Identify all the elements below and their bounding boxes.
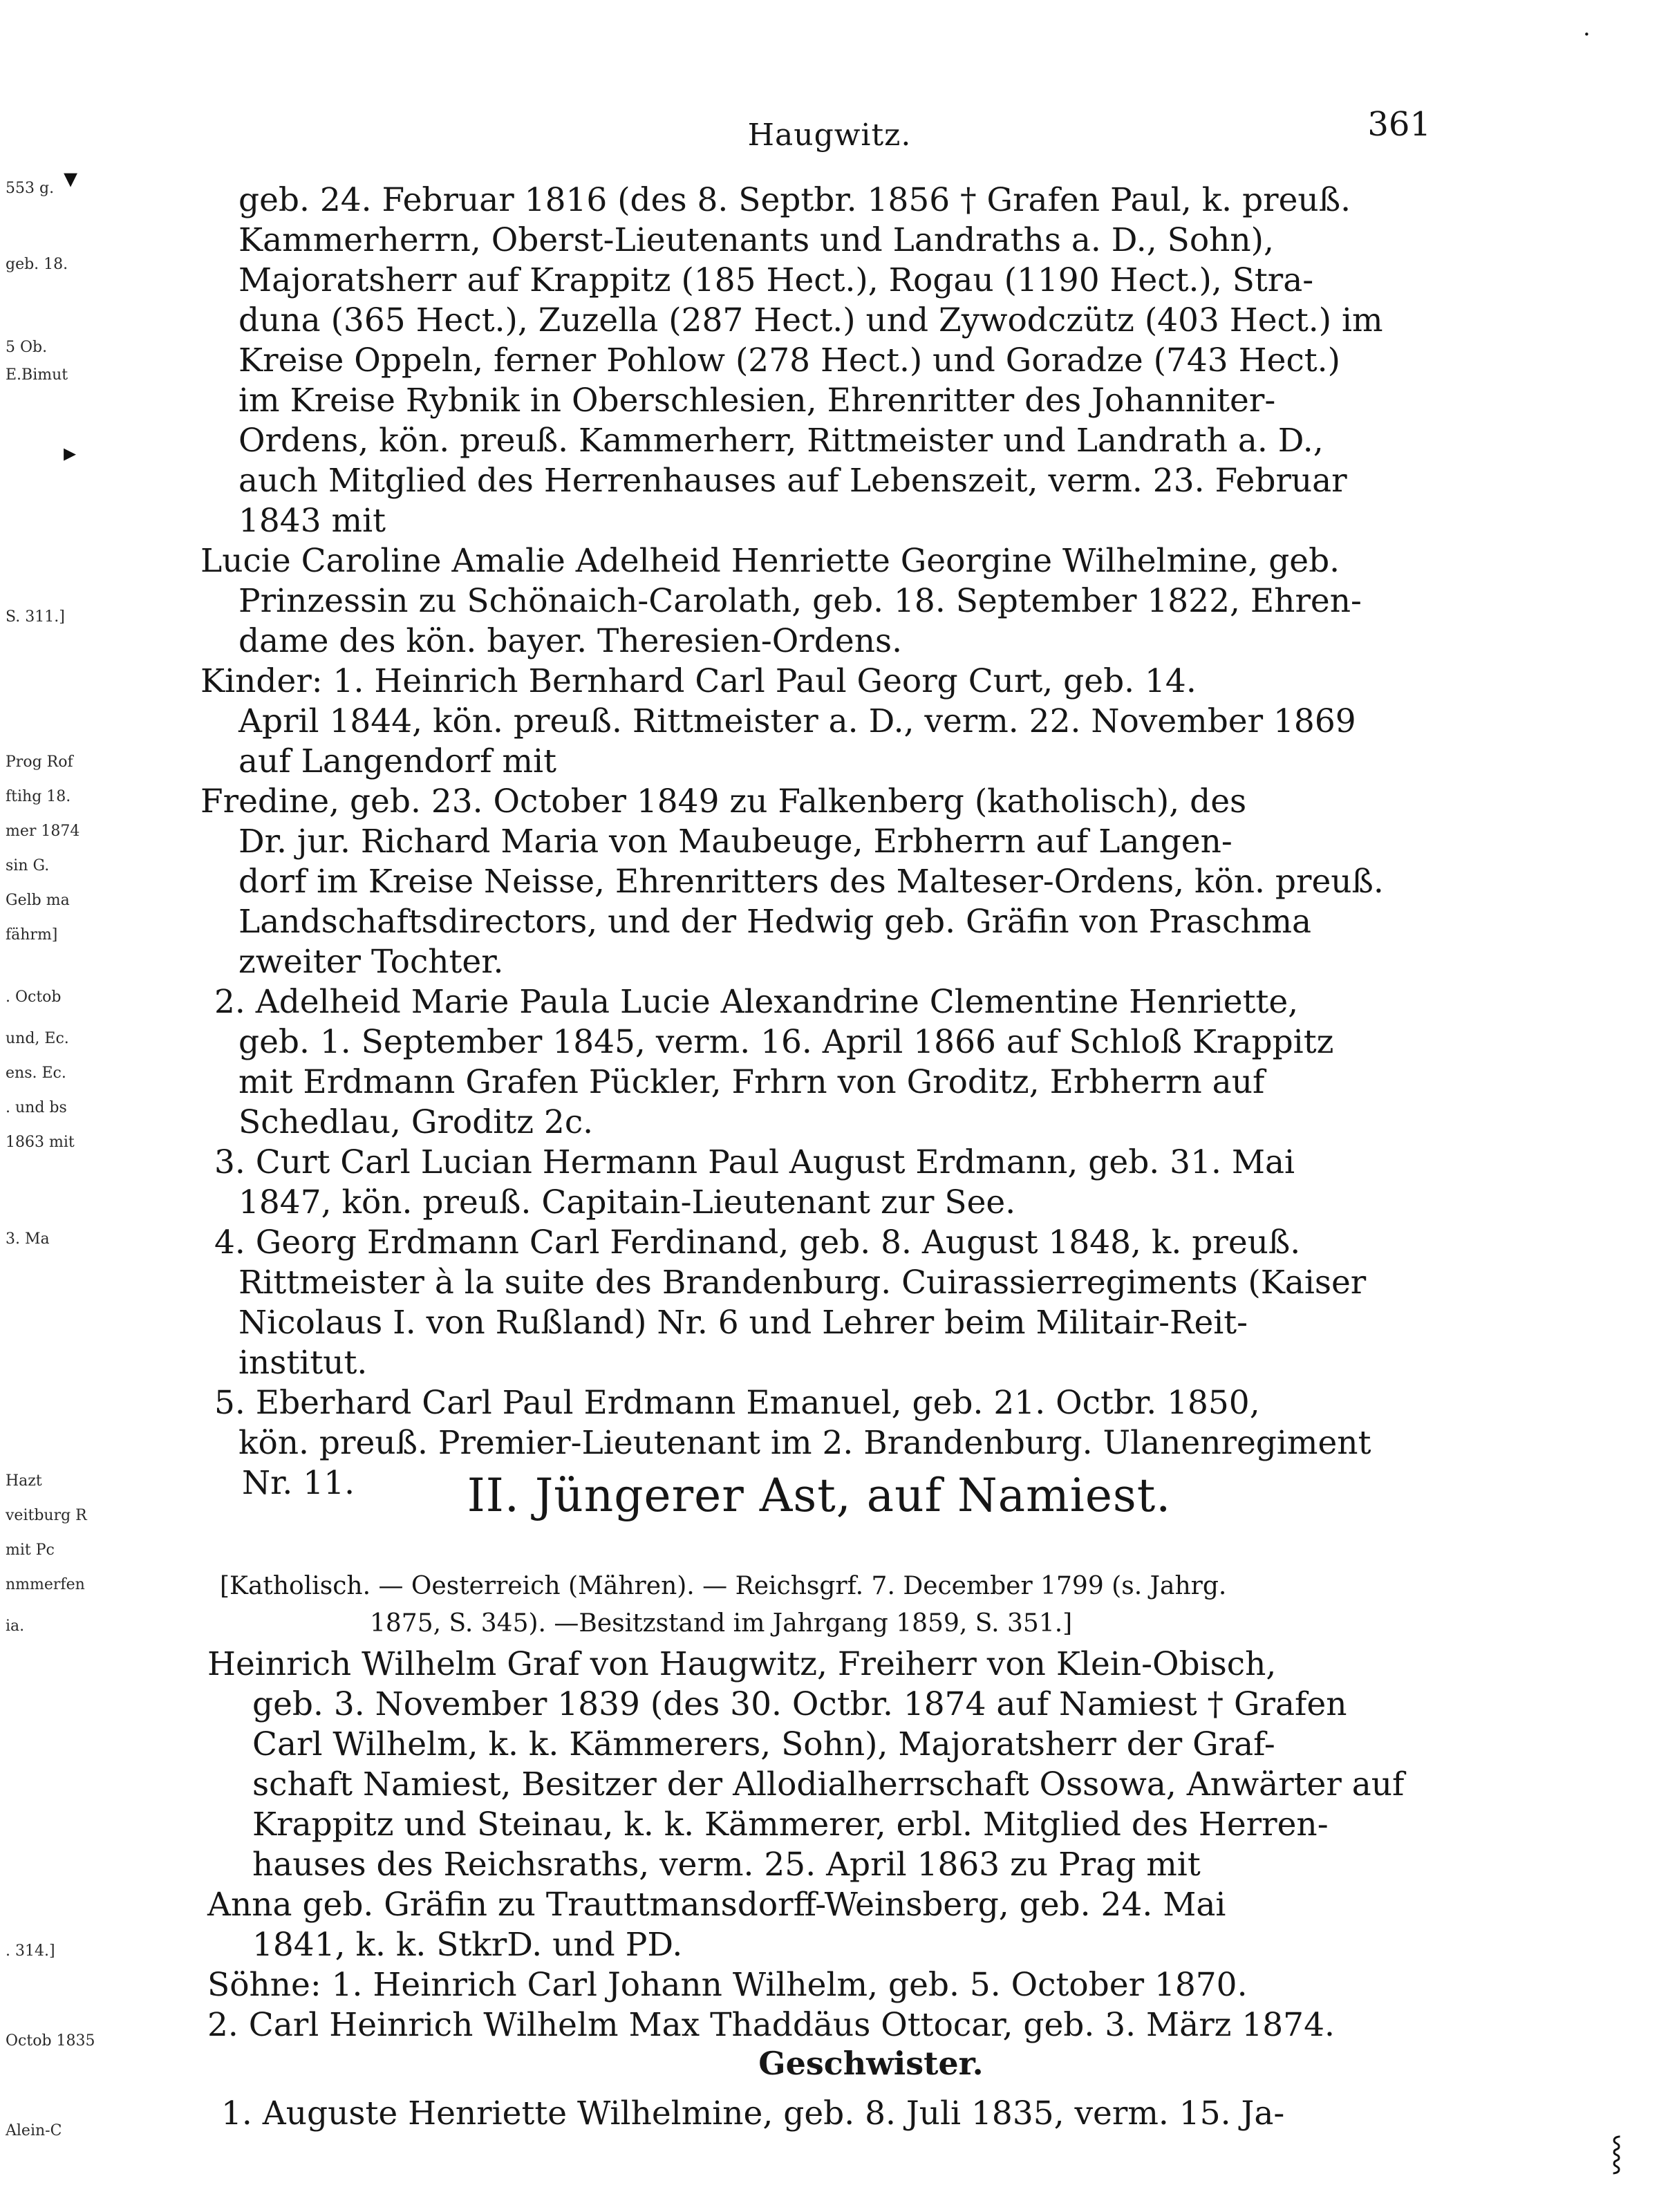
text-line: Nicolaus I. von Rußland) Nr. 6 und Lehrer beim Militair-Reit- (238, 1304, 1248, 1342)
text-line: 2. Adelheid Marie Paula Lucie Alexandrine Clementine Henriette, (214, 983, 1299, 1021)
margin-fragment: 3. Ma (6, 1230, 50, 1248)
margin-fragment: mit Pc (6, 1541, 55, 1559)
text-line: geb. 1. September 1845, verm. 16. April 1866 auf Schloß Krappitz (238, 1023, 1334, 1061)
running-title: Haugwitz. (747, 118, 912, 153)
text-line: Lucie Caroline Amalie Adelheid Henriette Georgine Wilhelmine, geb. (200, 542, 1340, 580)
text-line: 1. Auguste Henriette Wilhelmine, geb. 8. Juli 1835, verm. 15. Ja- (221, 2094, 1285, 2133)
margin-fragment: S. 311.] (6, 608, 65, 626)
margin-fragment: 553 g. (6, 180, 55, 197)
text-line: Majoratsherr auf Krappitz (185 Hect.), Rogau (1190 Hect.), Stra- (238, 261, 1314, 299)
margin-fragment: mer 1874 (6, 823, 80, 840)
text-line: Anna geb. Gräfin zu Trauttmansdorff-Weinsberg, geb. 24. Mai (207, 1886, 1226, 1924)
text-line: auch Mitglied des Herrenhauses auf Lebenszeit, verm. 23. Februar (238, 462, 1347, 500)
margin-fragment: veitburg R (6, 1507, 87, 1524)
margin-fragment: sin G. (6, 857, 50, 874)
text-line: geb. 3. November 1839 (des 30. Octbr. 1874 auf Namiest † Grafen (252, 1685, 1347, 1723)
text-line: Prinzessin zu Schönaich-Carolath, geb. 18. September 1822, Ehren- (238, 582, 1362, 620)
text-line: 5. Eberhard Carl Paul Erdmann Emanuel, geb. 21. Octbr. 1850, (214, 1384, 1260, 1422)
text-line: zweiter Tochter. (238, 943, 504, 981)
margin-fragment: nmmerfen (6, 1576, 85, 1593)
text-line: 1875, S. 345). —Besitzstand im Jahrgang 1859, S. 351.] (370, 1609, 1073, 1638)
text-line: Carl Wilhelm, k. k. Kämmerers, Sohn), Majoratsherr der Graf- (252, 1725, 1275, 1763)
margin-fragment: 1863 mit (6, 1134, 75, 1151)
text-line: Heinrich Wilhelm Graf von Haugwitz, Freiherr von Klein-Obisch, (207, 1645, 1277, 1683)
margin-fragment: Gelb ma (6, 892, 70, 909)
margin-fragment: E.Bimut (6, 366, 68, 384)
text-line: 2. Carl Heinrich Wilhelm Max Thaddäus Ottocar, geb. 3. März 1874. (207, 2006, 1335, 2044)
text-line: 4. Georg Erdmann Carl Ferdinand, geb. 8. August 1848, k. preuß. (214, 1224, 1301, 1262)
margin-fragment: geb. 18. (6, 256, 68, 273)
text-line: Landschaftsdirectors, und der Hedwig geb. Gräfin von Praschma (238, 903, 1312, 941)
text-line: im Kreise Rybnik in Oberschlesien, Ehrenritter des Johanniter- (238, 382, 1276, 420)
margin-fragment: Prog Rof (6, 753, 73, 771)
text-line: Söhne: 1. Heinrich Carl Johann Wilhelm, geb. 5. October 1870. (207, 1966, 1248, 2004)
text-line: Ordens, kön. preuß. Kammerherr, Rittmeister und Landrath a. D., (238, 422, 1324, 460)
text-line: 1847, kön. preuß. Capitain-Lieutenant zur See. (238, 1183, 1016, 1221)
margin-fragment: und, Ec. (6, 1030, 69, 1047)
text-line: hauses des Reichsraths, verm. 25. April 1863 zu Prag mit (252, 1846, 1201, 1884)
margin-fragment: . und bs (6, 1099, 67, 1116)
text-line: Nr. 11. (242, 1464, 355, 1502)
text-line: Kammerherrn, Oberst-Lieutenants und Landraths a. D., Sohn), (238, 221, 1274, 259)
text-line: Fredine, geb. 23. October 1849 zu Falkenberg (katholisch), des (200, 782, 1247, 821)
text-line: Rittmeister à la suite des Brandenburg. Cuirassierregiments (Kaiser (238, 1264, 1367, 1302)
page-number: 361 (1367, 105, 1431, 144)
text-line: 1843 mit (238, 502, 386, 540)
scan-mark: ▾ (64, 162, 78, 194)
margin-fragment: ens. Ec. (6, 1065, 66, 1082)
text-line: dame des kön. bayer. Theresien-Ordens. (238, 622, 903, 660)
margin-fragment: . Octob (6, 988, 62, 1006)
text-line: Kinder: 1. Heinrich Bernhard Carl Paul Georg Curt, geb. 14. (200, 662, 1197, 700)
margin-fragment: fährm] (6, 926, 58, 944)
scan-mark: · (1583, 21, 1591, 48)
subsection-heading: Geschwister. (758, 2045, 984, 2082)
text-line: [Katholisch. — Oesterreich (Mähren). — Reichsgrf. 7. December 1799 (s. Jahrg. (220, 1572, 1227, 1600)
margin-fragment: Hazt (6, 1472, 42, 1490)
text-line: Kreise Oppeln, ferner Pohlow (278 Hect.) und Goradze (743 Hect.) (238, 341, 1340, 379)
section-heading: II. Jüngerer Ast, auf Namiest. (467, 1469, 1172, 1522)
text-line: dorf im Kreise Neisse, Ehrenritters des Malteser-Ordens, kön. preuß. (238, 863, 1384, 901)
margin-fragment: 5 Ob. (6, 339, 48, 356)
text-line: geb. 24. Februar 1816 (des 8. Septbr. 1856 † Grafen Paul, k. preuß. (238, 181, 1351, 219)
margin-fragment: ftihg 18. (6, 788, 71, 805)
text-line: Dr. jur. Richard Maria von Maubeuge, Erbherrn auf Langen- (238, 823, 1232, 861)
text-line: schaft Namiest, Besitzer der Allodialherrschaft Ossowa, Anwärter auf (252, 1765, 1405, 1803)
text-line: 3. Curt Carl Lucian Hermann Paul August Erdmann, geb. 31. Mai (214, 1143, 1295, 1181)
text-line: Krappitz und Steinau, k. k. Kämmerer, erbl. Mitglied des Herren- (252, 1806, 1329, 1844)
margin-fragment: Alein-C (6, 2122, 62, 2139)
margin-fragment: Octob 1835 (6, 2032, 95, 2050)
text-line: mit Erdmann Grafen Pückler, Frhrn von Groditz, Erbherrn auf (238, 1063, 1265, 1101)
text-line: duna (365 Hect.), Zuzella (287 Hect.) und Zywodczütz (403 Hect.) im (238, 301, 1383, 339)
scan-mark: ⸾ (1611, 2133, 1623, 2172)
text-line: Schedlau, Groditz 2c. (238, 1103, 594, 1141)
text-line: 1841, k. k. StkrD. und PD. (252, 1926, 683, 1964)
text-line: April 1844, kön. preuß. Rittmeister a. D., verm. 22. November 1869 (238, 702, 1356, 740)
scan-mark: ▸ (64, 439, 77, 467)
text-line: kön. preuß. Premier-Lieutenant im 2. Brandenburg. Ulanenregiment (238, 1424, 1371, 1462)
text-line: auf Langendorf mit (238, 742, 556, 780)
margin-fragment: ia. (6, 1618, 25, 1635)
text-line: institut. (238, 1344, 368, 1382)
margin-fragment: . 314.] (6, 1942, 55, 1960)
